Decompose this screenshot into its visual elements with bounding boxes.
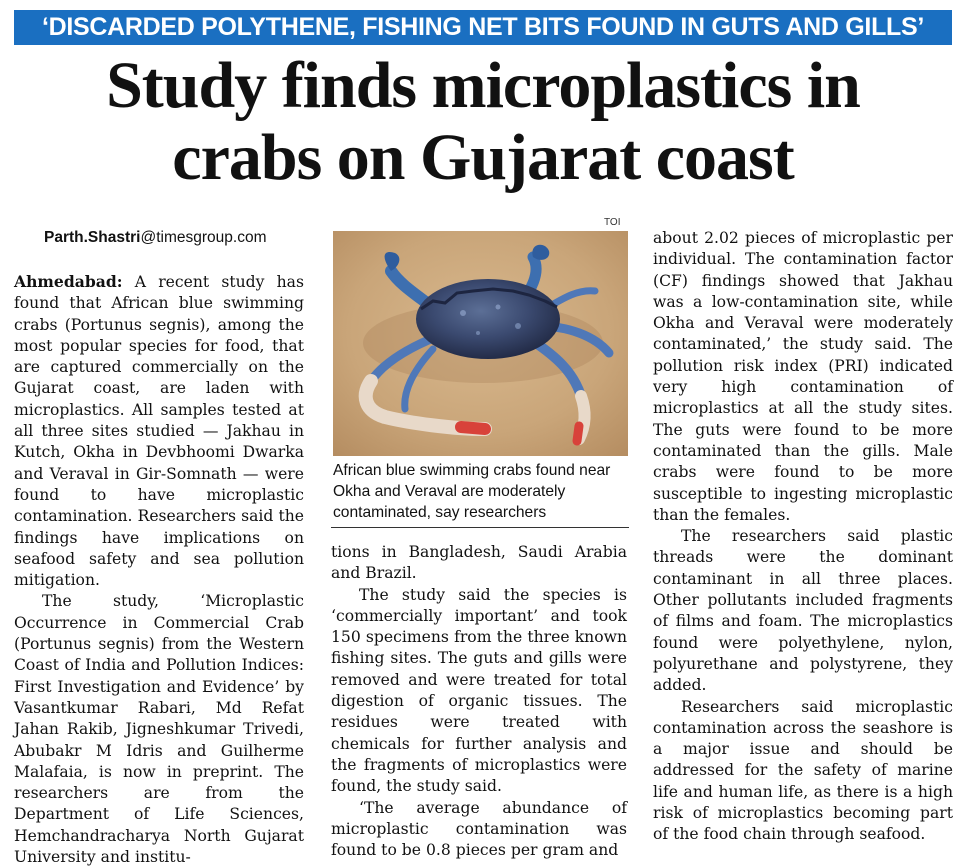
photo-credit: TOI	[604, 217, 621, 228]
paragraph: Researchers said microplastic contamination across the seashore is a major issue and should be addressed for the safety of marine life and human life, as there is a high risk of microplastics becoming part of the food chain through seafood.	[653, 697, 953, 844]
kicker-banner: ‘DISCARDED POLYTHENE, FISHING NET BITS FOUND IN GUTS AND GILLS’	[14, 10, 952, 45]
paragraph: ‘The average abundance of microplastic contamination was found to be 0.8 pieces per gram and	[331, 798, 627, 860]
article-column-1	[14, 271, 304, 868]
byline-domain: @timesgroup.com	[140, 229, 267, 246]
article-column-2	[331, 542, 627, 861]
paragraph: The study said the species is ‘commercially important’ and took 150 specimens from the three known fishing sites. The guts and gills were removed and were treated for total digestion of organic tissues. The residues were treated with chemicals for further analysis and the fragments of microplastics were found, the study said.	[331, 585, 627, 796]
crab-illustration	[333, 231, 628, 456]
paragraph: about 2.02 pieces of microplastic per individual. The contamination factor (CF) findings showed that Jakhau was a low-contamination site, while Okha and Veraval were moderately contaminated,’ the study said. The pollution risk index (PRI) indicated very high contamination of microplastics at all the study sites. The guts were found to be more contaminated than the gills. Male crabs were found to be more susceptible to ingesting microplastic than the females.	[653, 229, 953, 524]
crab-photo	[333, 231, 628, 456]
dateline: Ahmedabad:	[14, 272, 123, 291]
article-column-3	[653, 228, 953, 846]
headline-line-1: Study finds microplastics in	[106, 49, 860, 122]
headline-line-2: crabs on Gujarat coast	[172, 121, 794, 194]
paragraph: The study, ‘Microplastic Occurrence in Commercial Crab (Portunus segnis) from the Western Coast of India and Pollution Indices: First Investigation and Evidence’ by Vasantkumar Rabari, Md Refat Jahan Rakib, Jigneshkumar Trivedi, Abubakr M Idris and Guilherme Malafaia, is now in preprint. The researchers are from the Department of Life Sciences, Hemchandracharya North Gujarat University and institu-	[14, 592, 304, 867]
paragraph	[14, 271, 304, 591]
headline	[14, 50, 952, 194]
paragraph: tions in Bangladesh, Saudi Arabia and Brazil.	[331, 543, 627, 583]
paragraph-text: A recent study has found that African blue swimming crabs (Portunus segnis), among the most popular species for food, that are captured commercially on the Gujarat coast, are laden with microplastics. All samples tested at all three sites studied — Jakhau in Kutch, Okha in Devbhoomi Dwarka and Veraval in Gir-Somnath — were found to have microplastic contamination. Researchers said the findings have implications on seafood safety and sea pollution mitigation.	[14, 273, 304, 590]
byline	[44, 229, 266, 247]
photo-caption: African blue swimming crabs found near Okha and Veraval are moderately contaminated, say researchers	[333, 462, 611, 521]
caption-divider	[331, 527, 629, 528]
paragraph: The researchers said plastic threads were the dominant contaminant in all three places. Other pollutants included fragments of films and foam. The microplastics found were polyethylene, nylon, polyurethane and polystyrene, they added.	[653, 527, 953, 695]
byline-name: Parth.Shastri	[44, 229, 141, 246]
